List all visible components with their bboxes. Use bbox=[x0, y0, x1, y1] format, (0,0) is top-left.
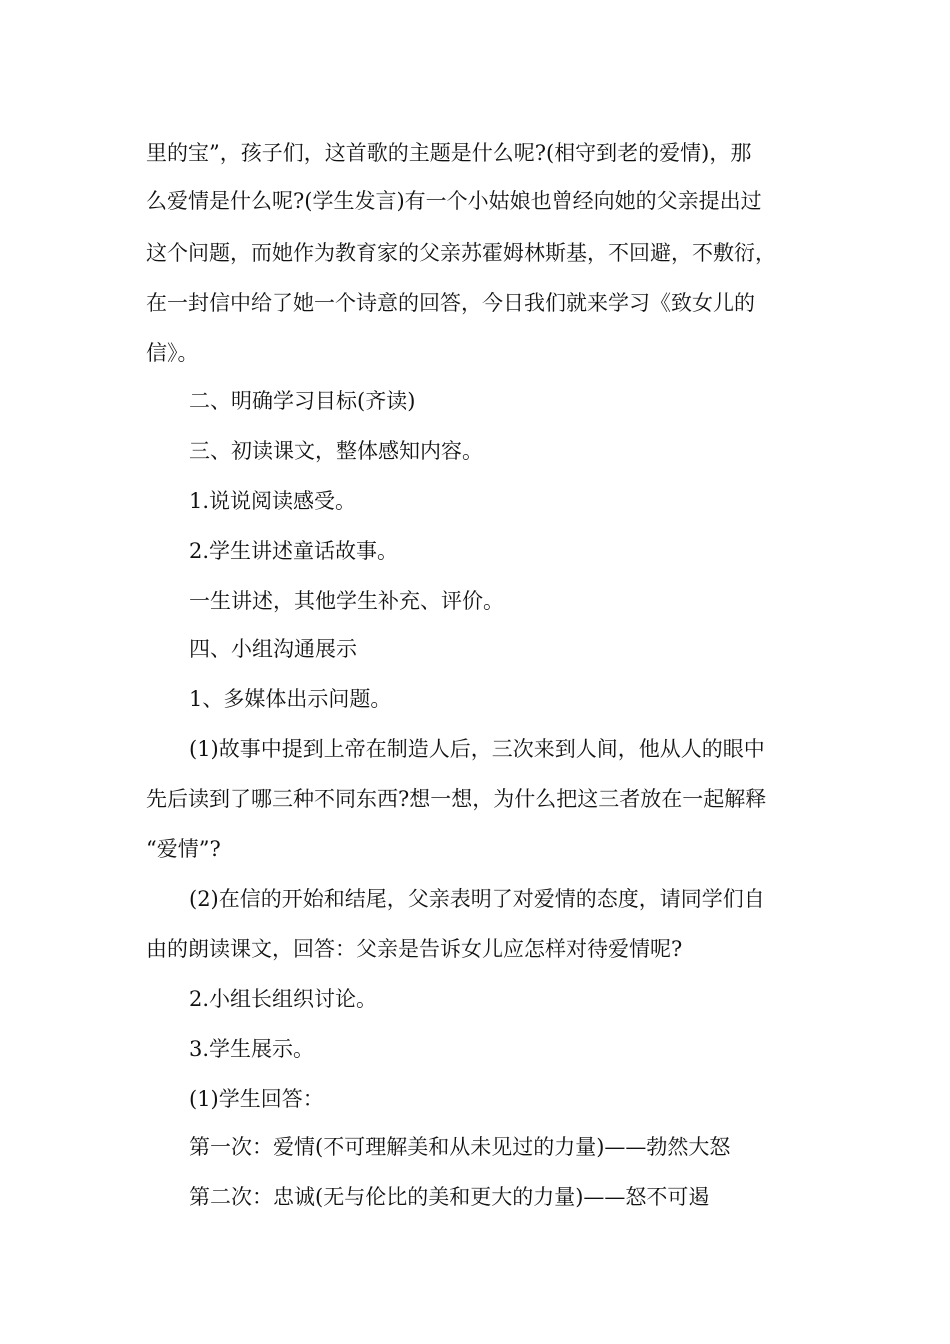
paragraph-line: 里的宝”，孩子们，这首歌的主题是什么呢?(相守到老的爱情)，那 bbox=[146, 141, 752, 165]
question-line: “爱情”? bbox=[146, 837, 221, 861]
paragraph-line: 一生讲述，其他学生补充、评价。 bbox=[189, 589, 504, 613]
question-line: 先后读到了哪三种不同东西?想一想，为什么把这三者放在一起解释 bbox=[146, 787, 767, 811]
paragraph-line: 在一封信中给了她一个诗意的回答，今日我们就来学习《致女儿的 bbox=[146, 291, 755, 315]
list-item: 2.学生讲述童话故事。 bbox=[189, 539, 399, 563]
answer-line: 第一次：爱情(不可理解美和从未见过的力量)——勃然大怒 bbox=[189, 1135, 731, 1159]
paragraph-line: 信》。 bbox=[146, 341, 199, 365]
section-heading: 二、明确学习目标(齐读) bbox=[189, 389, 416, 413]
list-item: 1.说说阅读感受。 bbox=[189, 489, 357, 513]
section-heading: 三、初读课文，整体感知内容。 bbox=[189, 439, 483, 463]
question-line: (1)故事中提到上帝在制造人后，三次来到人间，他从人的眼中 bbox=[189, 737, 765, 761]
list-item: (1)学生回答： bbox=[189, 1087, 324, 1111]
section-heading: 四、小组沟通展示 bbox=[189, 637, 357, 661]
list-item: 1、多媒体出示问题。 bbox=[189, 687, 392, 711]
list-item: 3.学生展示。 bbox=[189, 1037, 315, 1061]
paragraph-line: 这个问题，而她作为教育家的父亲苏霍姆林斯基，不回避，不敷衍， bbox=[146, 241, 776, 265]
paragraph-line: 么爱情是什么呢?(学生发言)有一个小姑娘也曾经向她的父亲提出过 bbox=[146, 189, 762, 213]
answer-line: 第二次：忠诚(无与伦比的美和更大的力量)——怒不可遏 bbox=[189, 1185, 710, 1209]
question-line: 由的朗读课文，回答：父亲是告诉女儿应怎样对待爱情呢? bbox=[146, 937, 683, 961]
question-line: (2)在信的开始和结尾，父亲表明了对爱情的态度，请同学们自 bbox=[189, 887, 765, 911]
list-item: 2.小组长组织讨论。 bbox=[189, 987, 378, 1011]
